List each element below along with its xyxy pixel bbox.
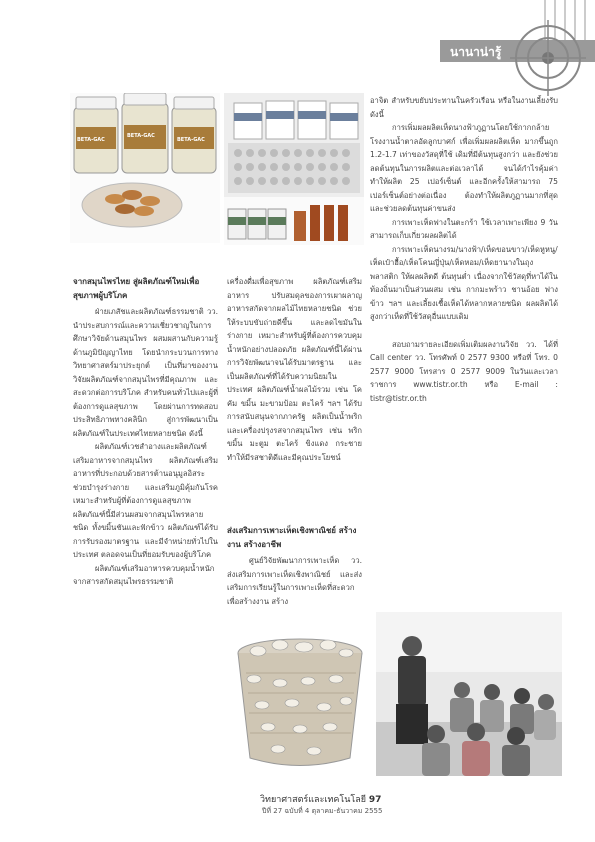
bottle-label-3: BETA-GAC: [177, 137, 205, 143]
left-paragraph-3: ผลิตภัณฑ์เสริมอาหารควบคุมน้ำหนักจากสารสกัดสมุนไพรธรรมชาติ: [73, 563, 215, 586]
middle-section-paragraph: ศูนย์วิจัยพัฒนาการเพาะเห็ด วว. ส่งเสริมการเพาะเห็ดเชิงพาณิชย์ และส่งเสริมการเรียนรู้ในการเพาะเห็ดที่สะดวก เพื่อสร้างงาน สร้าง: [227, 556, 362, 606]
bottle-label-1: BETA-GAC: [77, 137, 105, 143]
photo-mushroom-basket: [228, 623, 373, 773]
footer-magazine-name: วิทยาศาสตร์และเทคโนโลยี: [260, 795, 367, 805]
right-paragraph-4: การเพาะเห็ดนางรม/นางฟ้า/เห็ดขอนขาว/เห็ดหูหนู/เห็ดเป๋าฮื้อ/เห็ดโคนญี่ปุ่น/เห็ดหอม/เห็ดยานางในถุงพลาสติก ให้ผลผลิตดี ต้นทุนต่ำ เนื่องจากใช้วัสดุที่หาได้ในท้องถิ่นมาเป็นส่วนผสม เช่น กากมะพร้าว ชานอ้อย ฟางข้าว ฯลฯ และเลี้ยงเชื้อเห็ดได้หลากหลายชนิด ผลผลิตได้สูงกว่าเห็ดที่ใช้วัสดุอื่นแบบเดิม: [370, 244, 558, 321]
left-heading: จากสมุนไพรไทย สู่ผลิตภัณฑ์ใหม่เพื่อสุขภาพผู้บริโภค: [73, 277, 200, 300]
product-photo-beta-gac: [70, 93, 220, 243]
middle-paragraph-1: เครื่องดื่มเพื่อสุขภาพ ผลิตภัณฑ์เสริมอาหาร ปรับสมดุลของการเผาผลาญอาหารสกัดจากผลไม้ไทยหลายชนิด ช่วยให้ระบบขับถ่ายดีขึ้น และลดไขมันในร่างกาย เหมาะสำหรับผู้ที่ต้องการควบคุมน้ำหนักอย่างปลอดภัย ผลิตภัณฑ์นี้ได้ผ่านการวิจัยพัฒนาจนได้รับมาตรฐาน และเป็นผลิตภัณฑ์ที่ได้รับความนิยมในประเทศ ผลิตภัณฑ์น้ำผลไม้รวม เช่น โคคัม ขมิ้น มะขามป้อม ตะไคร้ ฯลฯ ได้รับการสนับสนุนจากภาครัฐ ผลิตเป็นน้ำพริกและเครื่องปรุงรสจากสมุนไพร เช่น พริก ขมิ้น มะตูม ตะไคร้ ขิงแดง กระชาย ทำให้มีรสชาติดีและมีคุณประโยชน์: [227, 277, 362, 462]
bottle-label-2: BETA-GAC: [127, 133, 155, 139]
right-paragraph-2: การเพิ่มผลผลิตเห็ดนางฟ้าภูฏานโดยใช้กากกล้ายโรงงานน้ำตาลอัดลูกบาศก์ เพื่อเพิ่มผลผลิตเห็ด มากขึ้นถูก 1.2-1.7 เท่าของวัสดุที่ใช้ เดิมที่มีต้นทุนสูงกว่า และยังช่วยลดต้นทุนในการผลิตและต่อเวลาได้ จนได้กำไรคุ้มค่า ทำให้ผลิต 25 เปอร์เซ็นต์ และอีกครั้งให้สามารถ 75 เปอร์เซ็นต์อย่างต่อเนื่อง ต้องทำให้ผลิตภูฏานมากที่สุด และช่วยลดต้นทุนค่าขนส่ง: [370, 123, 558, 213]
left-paragraph-2: ผลิตภัณฑ์เวชสำอางและผลิตภัณฑ์เสริมอาหารจากสมุนไพร ผลิตภัณฑ์เสริมอาหารที่ประกอบด้วยสารต้านอนุมูลอิสระ ช่วยบำรุงร่างกาย และเสริมภูมิคุ้มกันโรค เหมาะสำหรับผู้ที่ต้องการดูแลสุขภาพ ผลิตภัณฑ์นี้มีส่วนผสมจากสมุนไพรหลายชนิด ทั้งขมิ้นชันและฟักข้าว ผลิตภัณฑ์ได้รับการรับรองมาตรฐาน และมีจำหน่ายทั่วไปในประเทศ ตลอดจนเป็นที่ยอมรับของผู้บริโภค: [73, 442, 218, 559]
right-column-upper: [370, 94, 558, 405]
left-paragraph-1: ฝ่ายเภสัชและผลิตภัณฑ์ธรรมชาติ วว. นำประสบการณ์และความเชี่ยวชาญในการศึกษาวิจัยด้านสมุนไพร ผสมผสานกับความรู้ด้านภูมิปัญญาไทย โดยนำกระบวนการทางวิทยาศาสตร์มาประยุกต์ เป็นที่มาของงานวิจัยผลิตภัณฑ์จากสมุนไพรที่มีคุณภาพ และสะดวกต่อการบริโภค สำหรับคนทั่วไปและผู้ที่ต้องการดูแลสุขภาพ โดยผ่านการทดสอบประสิทธิภาพทางคลินิก สู่การพัฒนาเป็นผลิตภัณฑ์ในประเทศไทยหลายชนิด ดังนี้: [73, 307, 218, 438]
section-label: นานาน่ารู้: [450, 45, 502, 59]
footer-title: [260, 792, 381, 806]
product-photo-blister-packs: [224, 93, 364, 245]
middle-section: [227, 524, 362, 608]
target-icon: [508, 18, 588, 98]
right-paragraph-1: อาจิต สำหรับขยับประทานในครัวเรือน หรือในงานเลี้ยงรับ ดังนี้: [370, 96, 558, 119]
middle-column: [227, 275, 362, 464]
footer-issue: ปีที่ 27 ฉบับที่ 4 ตุลาคม-ธันวาคม 2555: [262, 807, 383, 815]
footer-page-number: 97: [368, 795, 382, 805]
contact-info: สอบถามรายละเอียดเพิ่มเติมผลงานวิจัย วว. ได้ที่ Call center วว. โทรศัพท์ 0 2577 9300 หรือที่ โทร. 0 2577 9000 โทรสาร 0 2577 9009 ในวันและเวลาราชการ www.tistr.or.th หรือ E-mail : tistr@tistr.or.th: [370, 339, 558, 403]
left-column: [73, 275, 218, 589]
middle-section-heading: ส่งเสริมการเพาะเห็ดเชิงพาณิชย์ สร้างงาน สร้างอาชีพ: [227, 526, 357, 549]
right-paragraph-3: การเพาะเห็ดฟางในตะกร้า ใช้เวลาเพาะเพียง 9 วัน สามารถเก็บเกี่ยวผลผลิตได้: [370, 217, 558, 240]
photo-training-session: [376, 612, 562, 776]
